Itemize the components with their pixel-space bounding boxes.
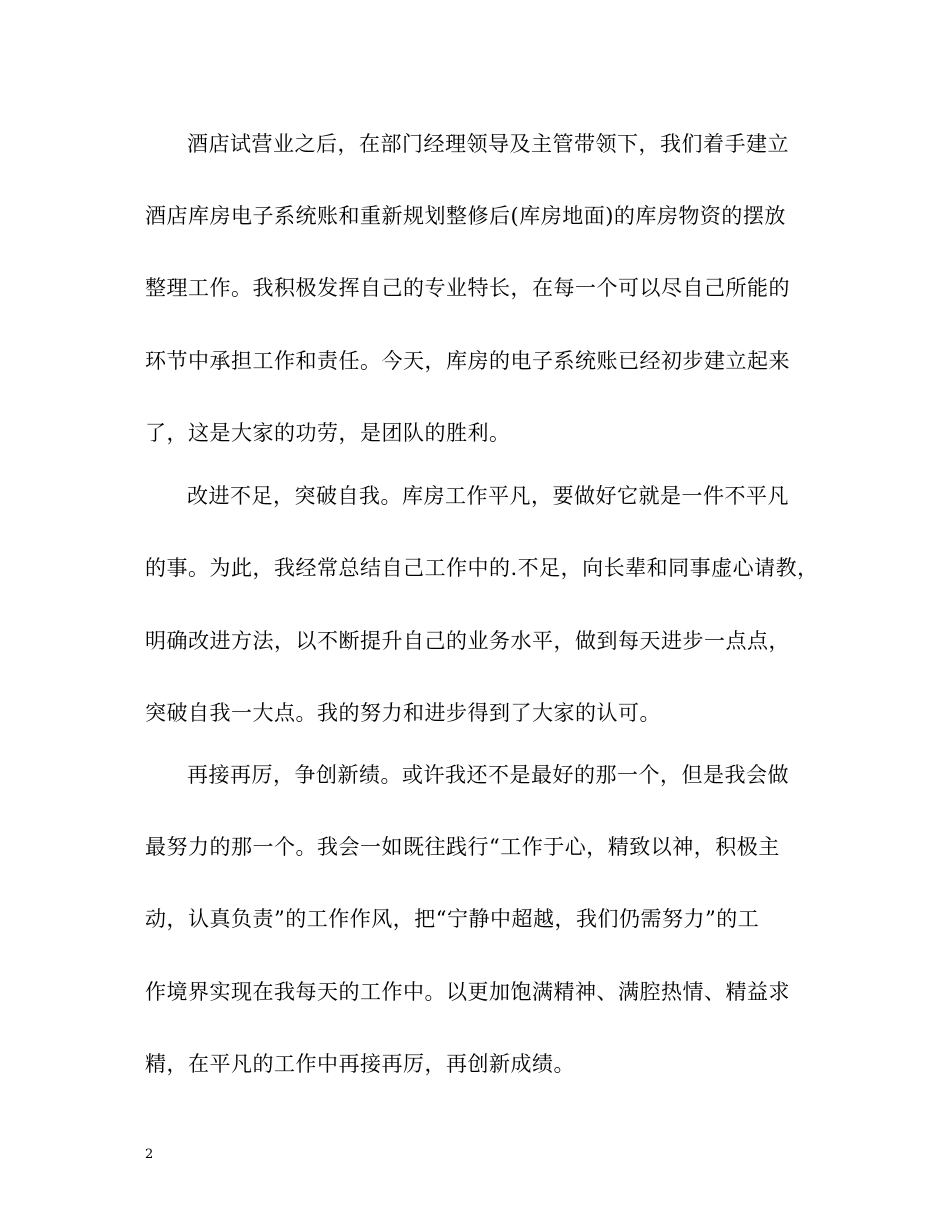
text-line: 精，在平凡的工作中再接再厉，再创新成绩。 xyxy=(145,1052,575,1076)
text-line: 再接再厉，争创新绩。或许我还不是最好的那一个，但是我会做 xyxy=(187,763,789,787)
page-number: 2 xyxy=(145,1147,154,1162)
text-line: 突破自我一大点。我的努力和进步得到了大家的认可。 xyxy=(145,701,661,725)
text-line: 动，认真负责”的工作作风，把“宁静中超越，我们仍需努力”的工 xyxy=(145,907,760,931)
text-line: 明确改进方法，以不断提升自己的业务水平，做到每天进步一点点， xyxy=(145,629,790,653)
text-line: 作境界实现在我每天的工作中。以更加饱满精神、满腔热情、精益求 xyxy=(145,980,790,1004)
text-line: 最努力的那一个。我会一如既往践行“工作于心，精致以神，积极主 xyxy=(145,835,780,859)
text-line: 的事。为此，我经常总结自己工作中的.不足，向长辈和同事虚心请教， xyxy=(145,556,819,580)
text-line: 了，这是大家的功劳，是团队的胜利。 xyxy=(145,421,511,445)
text-line: 酒店试营业之后，在部门经理领导及主管带领下，我们着手建立 xyxy=(187,132,789,156)
text-line: 改进不足，突破自我。库房工作平凡，要做好它就是一件不平凡 xyxy=(187,484,789,508)
text-line: 酒店库房电子系统账和重新规划整修后(库房地面)的库房物资的摆放 xyxy=(145,204,786,228)
text-line: 环节中承担工作和责任。今天，库房的电子系统账已经初步建立起来 xyxy=(145,349,790,373)
text-line: 整理工作。我积极发挥自己的专业特长，在每一个可以尽自己所能的 xyxy=(145,276,790,300)
